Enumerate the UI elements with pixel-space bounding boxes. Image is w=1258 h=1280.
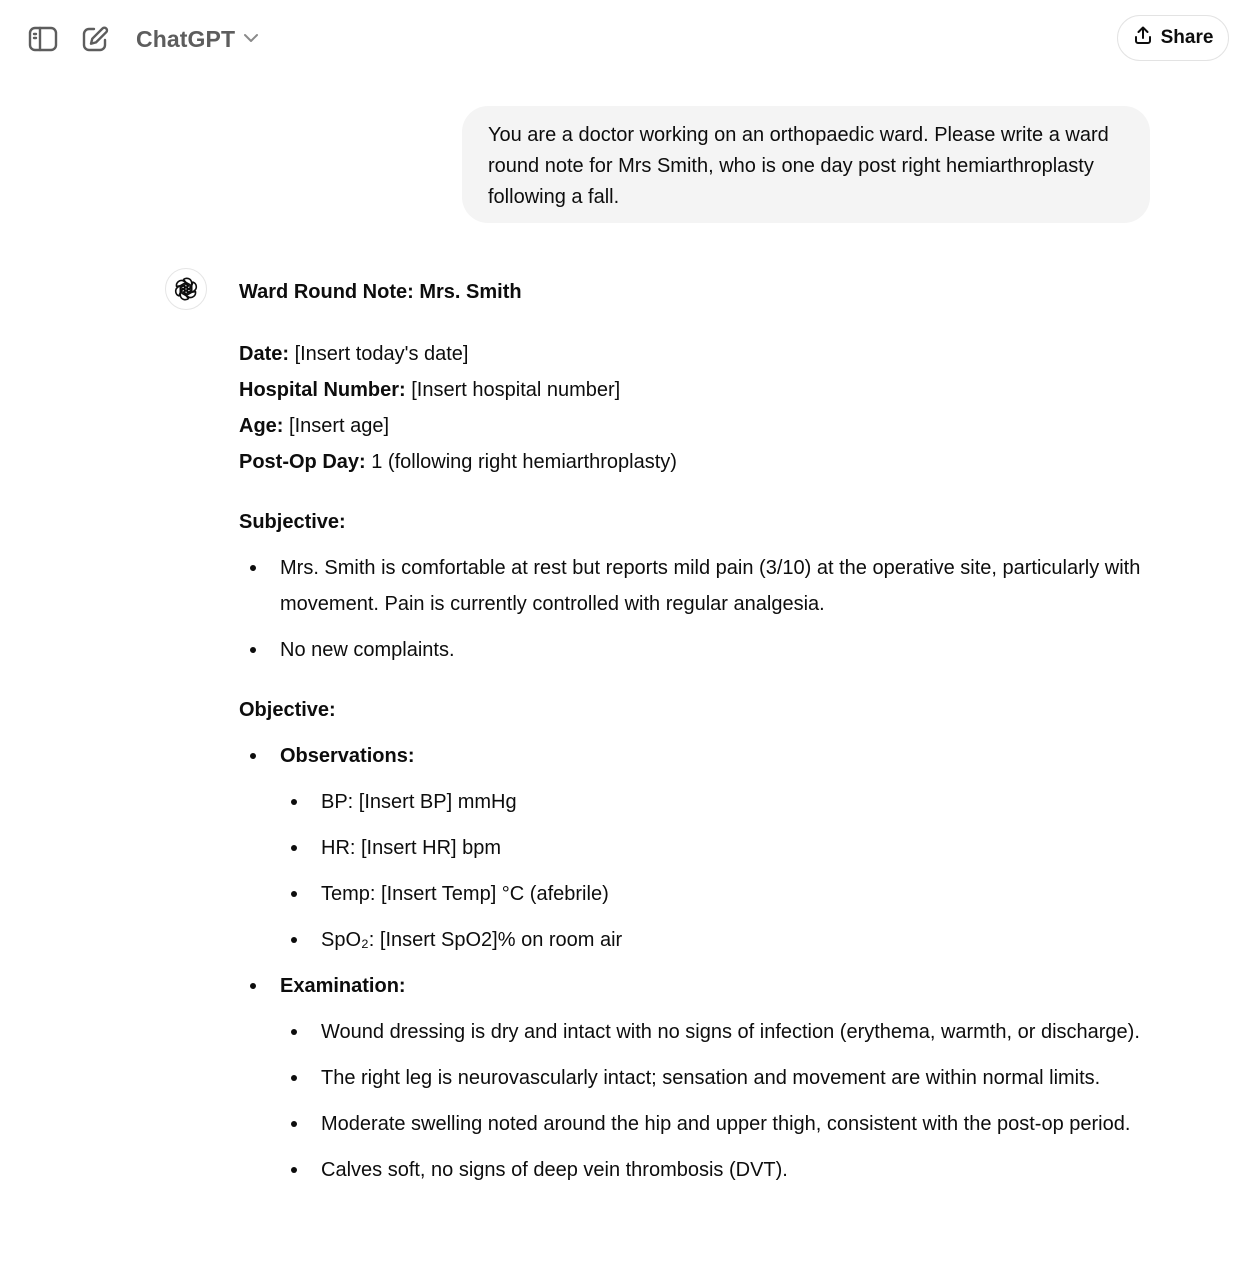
meta-hospital-number — [239, 372, 1159, 408]
list-item: Moderate swelling noted around the hip and upper thigh, consistent with the post-op period. — [280, 1106, 1159, 1142]
list-item: No new complaints. — [239, 632, 1159, 668]
examination-label: Examination: — [280, 975, 406, 997]
user-message: You are a doctor working on an orthopaedic ward. Please write a ward round note for Mrs Smith, who is one day post right hemiarthroplasty following a fall. — [462, 106, 1150, 223]
observations-label: Observations: — [280, 745, 415, 767]
meta-post-op-day — [239, 444, 1159, 480]
share-button[interactable] — [1117, 15, 1229, 61]
subjective-heading: Subjective: — [239, 511, 346, 533]
sidebar-toggle-icon[interactable] — [26, 22, 60, 56]
model-name: ChatGPT — [136, 25, 236, 52]
assistant-response — [239, 276, 1159, 1198]
meta-value: 1 (following right hemiarthroplasty) — [365, 451, 677, 473]
model-selector[interactable] — [136, 22, 259, 56]
new-chat-icon[interactable] — [78, 22, 112, 56]
upload-icon — [1133, 25, 1153, 51]
meta-label: Hospital Number: — [239, 379, 406, 401]
list-item: Calves soft, no signs of deep vein thrombosis (DVT). — [280, 1152, 1159, 1188]
list-item: BP: [Insert BP] mmHg — [280, 784, 1159, 820]
meta-date — [239, 336, 1159, 372]
subjective-list — [239, 550, 1159, 668]
objective-list — [239, 738, 1159, 1188]
patient-details — [239, 336, 1159, 480]
examination-list — [280, 1014, 1159, 1188]
list-item: SpO₂: [Insert SpO2]% on room air — [280, 922, 1159, 958]
list-item: Wound dressing is dry and intact with no signs of infection (erythema, warmth, or discharge). — [280, 1014, 1159, 1050]
objective-heading: Objective: — [239, 699, 336, 721]
observations-item — [239, 738, 1159, 958]
examination-item — [239, 968, 1159, 1188]
list-item: Mrs. Smith is comfortable at rest but reports mild pain (3/10) at the operative site, particularly with movement. Pain is currently controlled with regular analgesia. — [239, 550, 1159, 622]
response-title: Ward Round Note: Mrs. Smith — [239, 281, 522, 303]
list-item: HR: [Insert HR] bpm — [280, 830, 1159, 866]
meta-age — [239, 408, 1159, 444]
meta-label: Post-Op Day: — [239, 451, 366, 473]
chevron-down-icon — [243, 30, 259, 48]
list-item: Temp: [Insert Temp] °C (afebrile) — [280, 876, 1159, 912]
meta-label: Date: — [239, 343, 290, 365]
list-item: The right leg is neurovascularly intact; sensation and movement are within normal limits. — [280, 1060, 1159, 1096]
meta-value: [Insert hospital number] — [405, 379, 621, 401]
openai-logo-icon — [165, 268, 207, 310]
meta-label: Age: — [239, 415, 284, 437]
top-bar — [0, 0, 1258, 78]
meta-value: [Insert today's date] — [289, 343, 469, 365]
meta-value: [Insert age] — [283, 415, 390, 437]
observations-list — [280, 784, 1159, 958]
share-label: Share — [1160, 27, 1214, 48]
